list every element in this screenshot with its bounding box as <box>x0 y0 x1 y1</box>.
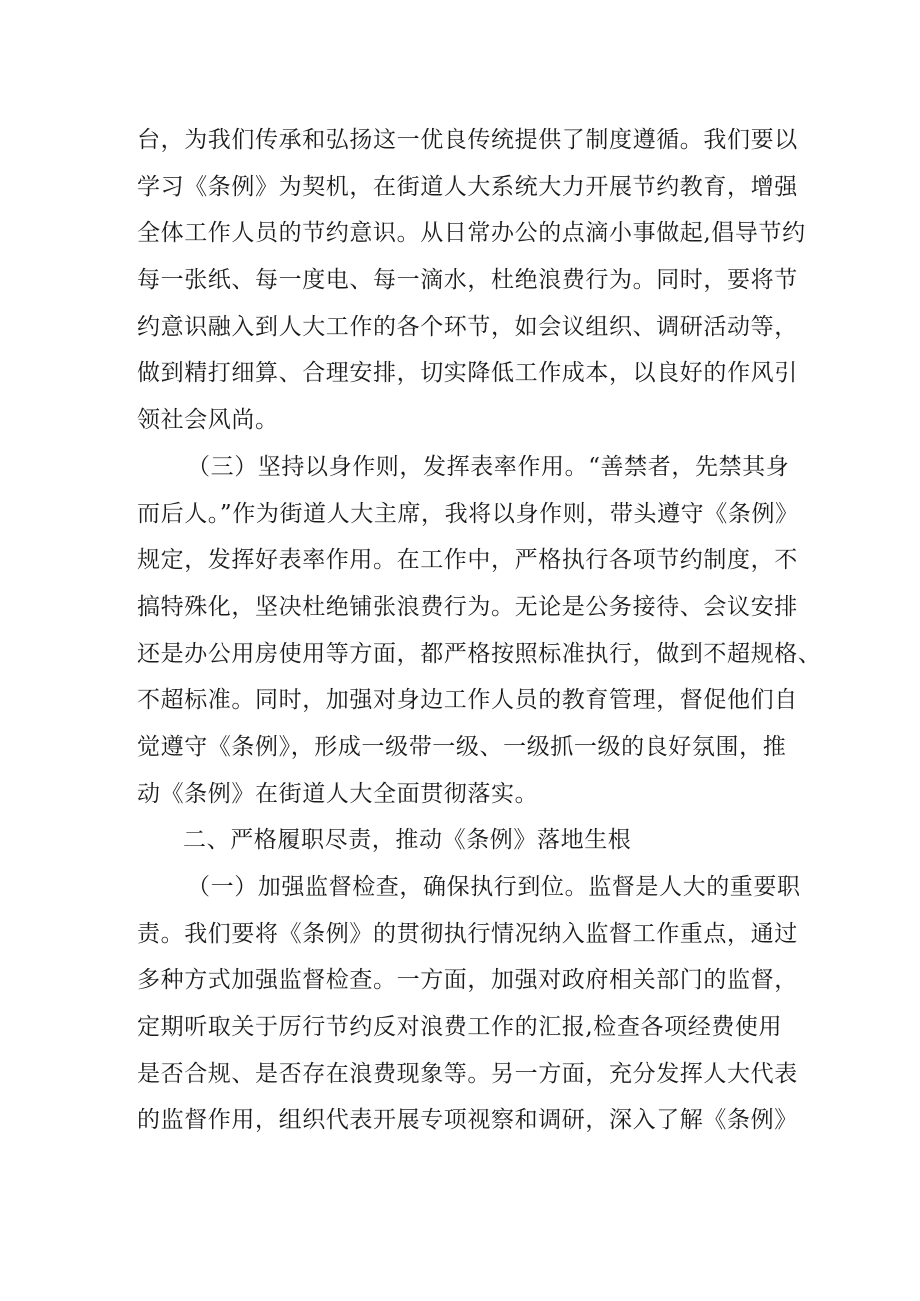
body-line: 动《条例》在街道人大全面贯彻落实。 <box>137 780 539 807</box>
body-line: 全体工作人员的节约意识。从日常办公的点滴小事做起,倡导节约 <box>137 220 806 247</box>
section-heading: 二、严格履职尽责，推动《条例》落地生根 <box>183 827 632 854</box>
body-line: 规定，发挥好表率作用。在工作中，严格执行各项节约制度，不 <box>137 547 798 574</box>
paragraph-start-line: （三）坚持以身作则，发挥表率作用。“善禁者，先禁其身 <box>187 453 790 480</box>
body-line: 的监督作用，组织代表开展专项视察和调研，深入了解《条例》 <box>137 1107 798 1134</box>
paragraph-start-line: （一）加强监督检查，确保执行到位。监督是人大的重要职 <box>187 874 801 900</box>
document-body <box>137 117 822 1144</box>
body-line: 领社会风尚。 <box>137 407 279 434</box>
body-line: 是否合规、是否存在浪费现象等。另一方面，充分发挥人大代表 <box>137 1060 798 1087</box>
body-line: 责。我们要将《条例》的贯彻执行情况纳入监督工作重点，通过 <box>137 920 798 947</box>
body-line: 约意识融入到人大工作的各个环节，如会议组织、调研活动等， <box>137 313 798 340</box>
body-line: 不超标准。同时，加强对身边工作人员的教育管理，督促他们自 <box>137 687 798 714</box>
body-line: 学习《条例》为契机，在街道人大系统大力开展节约教育，增强 <box>137 173 798 200</box>
body-line: 搞特殊化，坚决杜绝铺张浪费行为。无论是公务接待、会议安排 <box>137 593 798 620</box>
body-line: 还是办公用房使用等方面，都严格按照标准执行，做到不超规格、 <box>137 640 822 667</box>
body-line: 台，为我们传承和弘扬这一优良传统提供了制度遵循。我们要以 <box>137 127 798 153</box>
body-line: 做到精打细算、合理安排，切实降低工作成本，以良好的作风引 <box>137 360 798 387</box>
body-line: 觉遵守《条例》，形成一级带一级、一级抓一级的良好氛围，推 <box>137 733 787 760</box>
body-line: 定期听取关于厉行节约反对浪费工作的汇报,检查各项经费使用 <box>137 1014 783 1041</box>
body-line: 多种方式加强监督检查。一方面，加强对政府相关部门的监督， <box>137 967 798 994</box>
body-line: 而后人。”作为街道人大主席，我将以身作则，带头遵守《条例》 <box>137 500 799 527</box>
body-line: 每一张纸、每一度电、每一滴水，杜绝浪费行为。同时，要将节 <box>137 267 798 294</box>
